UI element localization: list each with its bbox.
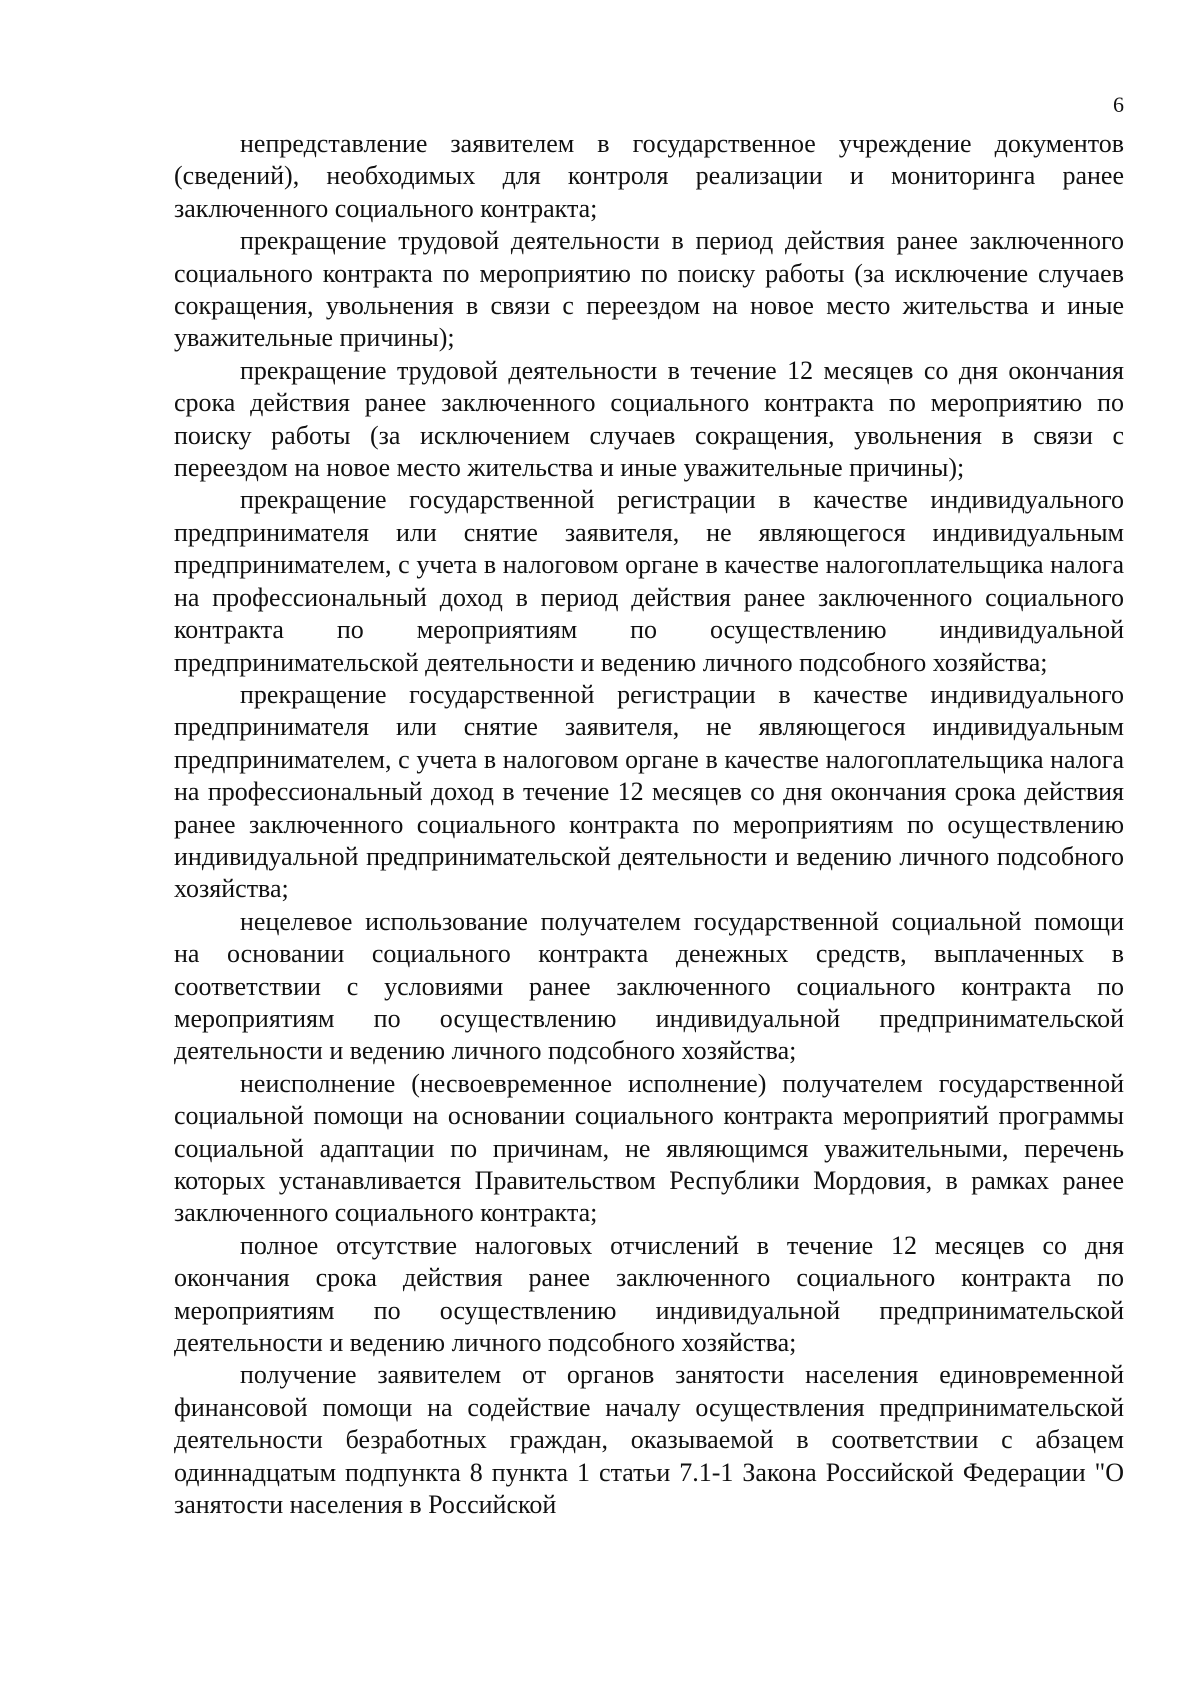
paragraph-8: полное отсутствие налоговых отчислений в течение 12 месяцев со дня окончания срока действия ранее заключенного социального контракта по мероприятиям по осуществлению индивидуальной предпринимательской деятельности и ведению личного подсобного хозяйства; <box>174 1230 1124 1358</box>
page-number: 6 <box>1113 92 1124 117</box>
paragraph-3: прекращение трудовой деятельности в течение 12 месяцев со дня окончания срока действия ранее заключенного социального контракта по мероприятию по поиску работы (за исключением случаев сокращения, увольнения в связи с переездом на новое место жительства и иные уважительные причины); <box>174 355 1124 483</box>
paragraph-1: непредставление заявителем в государственное учреждение документов (сведений), необходимых для контроля реализации и мониторинга ранее заключенного социального контракта; <box>174 129 1124 223</box>
paragraph-4: прекращение государственной регистрации в качестве индивидуального предпринимателя или снятие заявителя, не являющегося индивидуальным предпринимателем, с учета в налоговом органе в качестве налогоплательщика налога на профессиональный доход в период действия ранее заключенного социального контракта по мероприятиям по осуществлению индивидуальной предпринимательской деятельности и ведению личного подсобного хозяйства; <box>174 485 1124 677</box>
paragraph-9: получение заявителем от органов занятости населения единовременной финансовой помощи на содействие началу осуществления предпринимательской деятельности безработных граждан, оказываемой в соответствии с абзацем одиннадцатым подпункта 8 пункта 1 статьи 7.1-1 Закона Российской Федерации "О занятости населения в Российской <box>174 1360 1124 1520</box>
paragraph-2: прекращение трудовой деятельности в период действия ранее заключенного социального контракта по мероприятию по поиску работы (за исключение случаев сокращения, увольнения в связи с переездом на новое место жительства и иные уважительные причины); <box>174 226 1124 353</box>
paragraph-6: нецелевое использование получателем государственной социальной помощи на основании социального контракта денежных средств, выплаченных в соответствии с условиями ранее заключенного социального контракта по мероприятиям по осуществлению индивидуальной предпринимательской деятельности и ведению личного подсобного хозяйства; <box>174 906 1124 1066</box>
paragraph-5: прекращение государственной регистрации в качестве индивидуального предпринимателя или снятие заявителя, не являющегося индивидуальным предпринимателем, с учета в налоговом органе в качестве налогоплательщика налога на профессиональный доход в течение 12 месяцев со дня окончания срока действия ранее заключенного социального контракта по мероприятиям по осуществлению индивидуальной предпринимательской деятельности и ведению личного подсобного хозяйства; <box>174 679 1124 904</box>
paragraph-7: неисполнение (несвоевременное исполнение) получателем государственной социальной помощи на основании социального контракта мероприятий программы социальной адаптации по причинам, не являющимся уважительными, перечень которых устанавливается Правительством Республики Мордовия, в рамках ранее заключенного социального контракта; <box>174 1068 1124 1228</box>
document-body <box>174 128 1124 1521</box>
